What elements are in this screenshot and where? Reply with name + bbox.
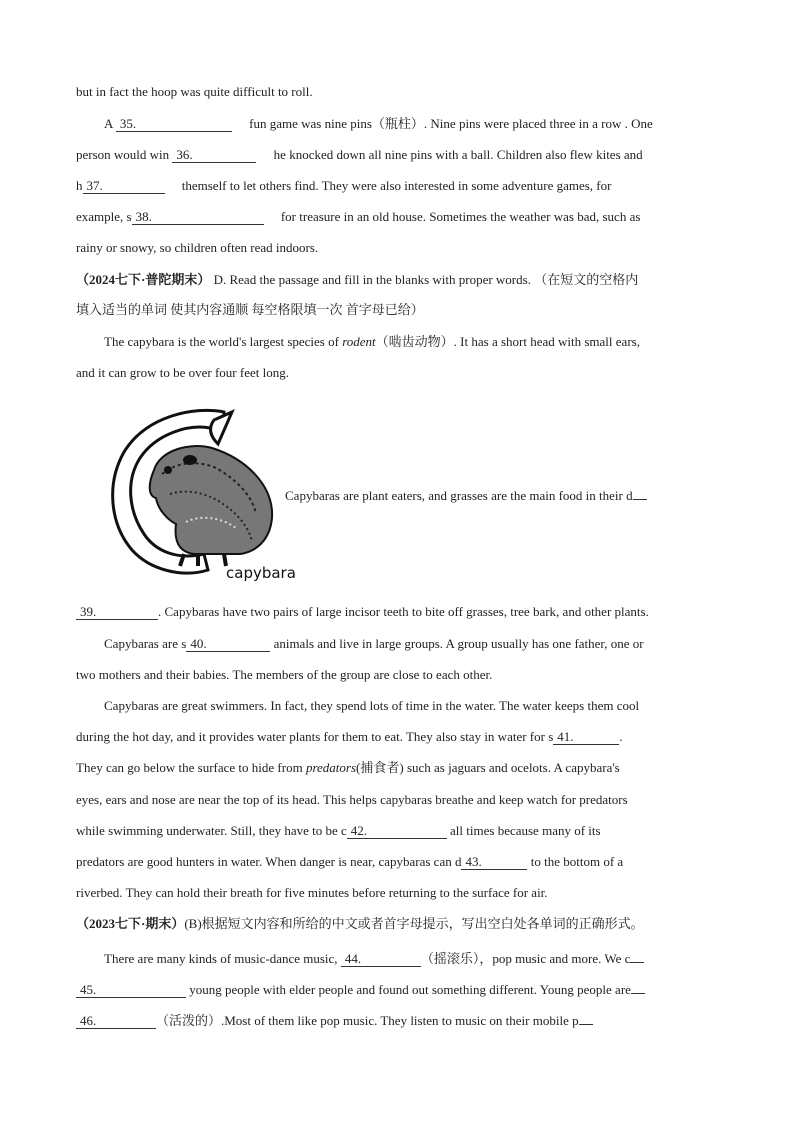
text-line [76,729,718,745]
blank-35[interactable]: 35. [116,117,232,132]
section-header [76,272,718,288]
blank-40[interactable]: 40. [186,637,270,652]
blank-39-start[interactable] [633,485,647,500]
text: all times because many of its [450,823,601,838]
section-header [76,916,718,932]
text: young people with elder people and found out something different. Young people are [189,982,631,997]
blank-47-start[interactable] [579,1010,593,1025]
text: Capybaras are great swimmers. In fact, they spend lots of time in the water. The water keeps them cool [104,698,640,713]
text-line [76,178,718,194]
text-line [76,760,718,776]
blank-44[interactable]: 44. [341,952,421,967]
source-tag: （2024七下·普陀期末） [76,272,211,287]
text: eyes, ears and nose are near the top of its head. This helps capybaras breathe and keep watch for predators [76,792,628,807]
blank-43[interactable]: 43. [461,855,527,870]
blank-37[interactable]: 37. [83,179,165,194]
text: example, s [76,209,132,224]
text: riverbed. They can hold their breath for five minutes before returning to the surface for air. [76,885,548,900]
text: person would win [76,147,170,162]
blank-39[interactable]: 39. [76,605,158,620]
text-line [76,604,718,620]
text: A [104,116,113,131]
text: to the bottom of a [530,854,624,869]
blank-42[interactable]: 42. [347,824,447,839]
text-line [76,979,718,998]
text-line [76,365,718,381]
instruction-text: (B)根据短文内容和所给的中文或者首字母提示，写出空白处各单词的正确形式。 [184,916,644,931]
text-line [76,240,718,256]
blank-46[interactable]: 46. [76,1014,156,1029]
text-line [285,485,718,504]
text: fun game was nine pins（瓶柱）. Nine pins were placed three in a row . One [249,116,653,131]
instruction-text: D. Read the passage and fill in the blanks with proper words. （在短文的空格内 [213,272,639,287]
text-line [76,1010,718,1029]
text: They can go below the surface to hide from [76,760,303,775]
text: （摇滚乐），pop music and more. We c [420,951,631,966]
text-line [76,792,718,808]
text-line [76,823,718,839]
blank-41[interactable]: 41. [553,730,619,745]
text: （啮齿动物）. It has a short head with small ears, [375,334,640,349]
text-line [76,667,718,683]
text-line [76,854,718,870]
text-line [76,209,718,225]
source-tag: （2023七下·期末） [76,916,185,931]
text: during the hot day, and it provides water plants for them to eat. They also stay in water for s [76,729,554,744]
text: predators are good hunters in water. When danger is near, capybaras can d [76,854,462,869]
text: he knocked down all nine pins with a ball. Children also flew kites and [273,147,643,162]
blank-38[interactable]: 38. [132,210,264,225]
text: while swimming underwater. Still, they have to be c [76,823,347,838]
text: (捕食者) such as jaguars and ocelots. A capybara's [356,760,620,775]
text: h [76,178,83,193]
text: for treasure in an old house. Sometimes the weather was bad, such as [280,209,641,224]
blank-45-start[interactable] [630,948,644,963]
text: themself to let others find. They were also interested in some adventure games, for [181,178,612,193]
text: There are many kinds of music-dance music, [104,951,338,966]
text-line [104,948,718,967]
text-line [104,334,718,350]
text: rainy or snowy, so children often read indoors. [76,240,319,255]
figure-caption: capybara [226,564,296,582]
text-line [76,84,718,100]
capybara-illustration [106,404,296,582]
text: but in fact the hoop was quite difficult to roll. [76,84,313,99]
blank-46-start[interactable] [631,979,645,994]
text-line [104,116,718,132]
text-line [104,698,718,714]
text-line [76,147,718,163]
blank-36[interactable]: 36. [172,148,256,163]
text-line [76,885,718,901]
text: （活泼的）.Most of them like pop music. They listen to music on their mobile p [156,1013,579,1028]
text: two mothers and their babies. The members of the group are close to each other. [76,667,493,682]
italic-term: rodent [342,334,376,349]
section-header [76,302,718,318]
text-line [104,636,718,652]
text: The capybara is the world's largest species of [104,334,339,349]
text: . [619,729,623,744]
blank-45[interactable]: 45. [76,983,186,998]
text: and it can grow to be over four feet long. [76,365,289,380]
text: . Capybaras have two pairs of large incisor teeth to bite off grasses, tree bark, and other plants. [158,604,649,619]
text: animals and live in large groups. A group usually has one father, one or [273,636,644,651]
text: Capybaras are s [104,636,187,651]
instruction-text: 填入适当的单词 使其内容通顺 每空格限填一次 首字母已给） [76,302,424,317]
text: Capybaras are plant eaters, and grasses are the main food in their d [285,488,633,503]
italic-term: predators [305,760,357,775]
